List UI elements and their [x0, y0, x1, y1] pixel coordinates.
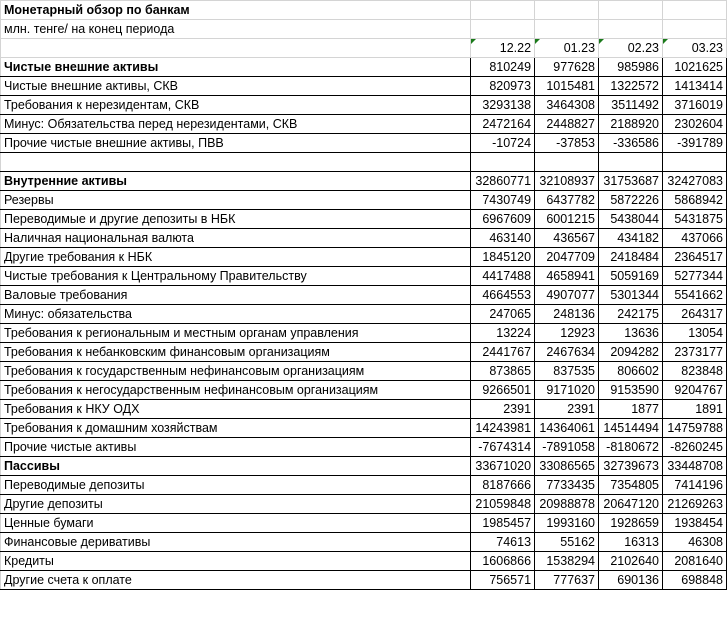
value-cell[interactable]: 4658941 [535, 267, 599, 286]
table-row [1, 267, 727, 286]
value-cell[interactable]: -10724 [471, 134, 535, 153]
value-cell[interactable]: 1538294 [535, 552, 599, 571]
table-row [1, 210, 727, 229]
period-label: 03.23 [691, 41, 723, 55]
table-row [1, 191, 727, 210]
value-cell[interactable]: 837535 [535, 362, 599, 381]
row-label[interactable]: Финансовые деривативы [1, 533, 471, 552]
value-cell[interactable]: 14759788 [663, 419, 727, 438]
value-cell[interactable]: 5868942 [663, 191, 727, 210]
value-cell[interactable]: 2448827 [535, 115, 599, 134]
value-cell[interactable]: -391789 [663, 134, 727, 153]
value-cell[interactable]: 1877 [599, 400, 663, 419]
table-row [1, 305, 727, 324]
value-cell[interactable]: 7354805 [599, 476, 663, 495]
period-header-cell[interactable] [663, 39, 727, 58]
value-cell[interactable]: 2047709 [535, 248, 599, 267]
value-cell[interactable]: 55162 [535, 533, 599, 552]
value-cell[interactable]: 1938454 [663, 514, 727, 533]
value-cell[interactable]: 9153590 [599, 381, 663, 400]
row-label[interactable]: Требования к домашним хозяйствам [1, 419, 471, 438]
row-label[interactable]: Наличная национальная валюта [1, 229, 471, 248]
value-cell[interactable]: 248136 [535, 305, 599, 324]
value-cell[interactable]: 873865 [471, 362, 535, 381]
row-label[interactable]: Валовые требования [1, 286, 471, 305]
value-cell[interactable]: 3464308 [535, 96, 599, 115]
value-cell[interactable]: -336586 [599, 134, 663, 153]
row-label[interactable] [1, 153, 471, 172]
value-cell[interactable]: 5872226 [599, 191, 663, 210]
value-cell[interactable]: 2467634 [535, 343, 599, 362]
value-cell[interactable]: 2391 [535, 400, 599, 419]
table-subtitle[interactable]: млн. тенге/ на конец периода [1, 20, 471, 39]
row-label[interactable]: Другие депозиты [1, 495, 471, 514]
value-cell[interactable]: 20647120 [599, 495, 663, 514]
value-cell[interactable]: 21059848 [471, 495, 535, 514]
table-row [1, 134, 727, 153]
period-header-cell[interactable] [535, 39, 599, 58]
row-label[interactable]: Прочие чистые активы [1, 438, 471, 457]
row-label[interactable]: Ценные бумаги [1, 514, 471, 533]
value-cell[interactable]: -8260245 [663, 438, 727, 457]
value-cell[interactable]: 3511492 [599, 96, 663, 115]
value-cell[interactable]: 14514494 [599, 419, 663, 438]
table-row [1, 381, 727, 400]
value-cell[interactable]: 7733435 [535, 476, 599, 495]
value-cell[interactable]: 33671020 [471, 457, 535, 476]
row-label[interactable]: Чистые внешние активы [1, 58, 471, 77]
period-header-cell[interactable] [599, 39, 663, 58]
value-cell[interactable]: 74613 [471, 533, 535, 552]
value-cell[interactable]: 434182 [599, 229, 663, 248]
value-cell[interactable]: 698848 [663, 571, 727, 590]
value-cell[interactable]: 810249 [471, 58, 535, 77]
value-cell[interactable]: 6437782 [535, 191, 599, 210]
table-title[interactable]: Монетарный обзор по банкам [1, 1, 471, 20]
table-row [1, 96, 727, 115]
value-cell[interactable]: 9204767 [663, 381, 727, 400]
empty-cell[interactable] [535, 1, 599, 20]
row-label[interactable]: Пассивы [1, 457, 471, 476]
value-cell[interactable]: 1322572 [599, 77, 663, 96]
value-cell[interactable]: -7891058 [535, 438, 599, 457]
value-cell[interactable]: 5438044 [599, 210, 663, 229]
number-stored-as-text-marker [599, 39, 604, 44]
value-cell[interactable]: 13636 [599, 324, 663, 343]
value-cell[interactable]: 32739673 [599, 457, 663, 476]
value-cell[interactable]: 2418484 [599, 248, 663, 267]
row-label[interactable]: Требования к негосударственным нефинансовым организациям [1, 381, 471, 400]
value-cell[interactable]: 2094282 [599, 343, 663, 362]
value-cell[interactable]: 9266501 [471, 381, 535, 400]
value-cell[interactable]: 1891 [663, 400, 727, 419]
value-cell[interactable]: 33448708 [663, 457, 727, 476]
value-cell[interactable]: 2373177 [663, 343, 727, 362]
table-row [1, 533, 727, 552]
value-cell[interactable]: 7430749 [471, 191, 535, 210]
value-cell[interactable]: 32427083 [663, 172, 727, 191]
empty-cell[interactable] [663, 20, 727, 39]
value-cell[interactable]: 1928659 [599, 514, 663, 533]
empty-cell[interactable] [663, 1, 727, 20]
value-cell[interactable] [663, 153, 727, 172]
value-cell[interactable]: 31753687 [599, 172, 663, 191]
value-cell[interactable]: 247065 [471, 305, 535, 324]
value-cell[interactable]: 6967609 [471, 210, 535, 229]
table-row [1, 343, 727, 362]
value-cell[interactable]: 806602 [599, 362, 663, 381]
row-label[interactable]: Другие счета к оплате [1, 571, 471, 590]
value-cell[interactable]: 463140 [471, 229, 535, 248]
table-row [1, 77, 727, 96]
title-row [1, 1, 727, 20]
value-cell[interactable]: 5059169 [599, 267, 663, 286]
value-cell[interactable]: 777637 [535, 571, 599, 590]
table-row [1, 495, 727, 514]
value-cell[interactable]: 14243981 [471, 419, 535, 438]
value-cell[interactable]: 3716019 [663, 96, 727, 115]
value-cell[interactable] [535, 153, 599, 172]
table-row [1, 457, 727, 476]
table-row [1, 438, 727, 457]
table-row [1, 400, 727, 419]
value-cell[interactable]: 13054 [663, 324, 727, 343]
value-cell[interactable]: 756571 [471, 571, 535, 590]
empty-cell[interactable] [471, 20, 535, 39]
value-cell[interactable]: 14364061 [535, 419, 599, 438]
row-label[interactable]: Требования к нерезидентам, СКВ [1, 96, 471, 115]
value-cell[interactable]: 5301344 [599, 286, 663, 305]
value-cell[interactable]: 2081640 [663, 552, 727, 571]
row-label[interactable]: Требования к государственным нефинансовым организациям [1, 362, 471, 381]
period-label: 02.23 [627, 41, 659, 55]
value-cell[interactable]: 12923 [535, 324, 599, 343]
row-label[interactable]: Чистые требования к Центральному Правительству [1, 267, 471, 286]
row-label[interactable]: Требования к региональным и местным органам управления [1, 324, 471, 343]
value-cell[interactable]: 1845120 [471, 248, 535, 267]
value-cell[interactable] [471, 153, 535, 172]
value-cell[interactable]: 437066 [663, 229, 727, 248]
value-cell[interactable]: 32108937 [535, 172, 599, 191]
row-label[interactable]: Другие требования к НБК [1, 248, 471, 267]
value-cell[interactable]: 16313 [599, 533, 663, 552]
value-cell[interactable]: 1606866 [471, 552, 535, 571]
value-cell[interactable]: -7674314 [471, 438, 535, 457]
period-label: 12.22 [499, 41, 532, 55]
value-cell[interactable]: 32860771 [471, 172, 535, 191]
value-cell[interactable]: 985986 [599, 58, 663, 77]
table-row [1, 115, 727, 134]
empty-cell[interactable] [1, 39, 471, 58]
table-row [1, 419, 727, 438]
table-row [1, 552, 727, 571]
row-label[interactable]: Переводимые депозиты [1, 476, 471, 495]
row-label[interactable]: Минус: обязательства [1, 305, 471, 324]
value-cell[interactable]: 1015481 [535, 77, 599, 96]
value-cell[interactable]: -37853 [535, 134, 599, 153]
value-cell[interactable]: 2472164 [471, 115, 535, 134]
number-stored-as-text-marker [471, 39, 476, 44]
value-cell[interactable]: 5277344 [663, 267, 727, 286]
value-cell[interactable]: 2391 [471, 400, 535, 419]
row-label[interactable]: Требования к НКУ ОДХ [1, 400, 471, 419]
value-cell[interactable]: 820973 [471, 77, 535, 96]
value-cell[interactable]: 1413414 [663, 77, 727, 96]
value-cell[interactable]: 20988878 [535, 495, 599, 514]
table-row [1, 153, 727, 172]
row-label[interactable]: Внутренние активы [1, 172, 471, 191]
row-label[interactable]: Чистые внешние активы, СКВ [1, 77, 471, 96]
empty-cell[interactable] [599, 20, 663, 39]
value-cell[interactable]: 9171020 [535, 381, 599, 400]
empty-cell[interactable] [471, 1, 535, 20]
row-label[interactable]: Прочие чистые внешние активы, ПВВ [1, 134, 471, 153]
value-cell[interactable]: 690136 [599, 571, 663, 590]
value-cell[interactable]: 242175 [599, 305, 663, 324]
table-row [1, 476, 727, 495]
table-row [1, 362, 727, 381]
value-cell[interactable]: 823848 [663, 362, 727, 381]
value-cell[interactable]: 7414196 [663, 476, 727, 495]
number-stored-as-text-marker [663, 39, 668, 44]
value-cell[interactable]: 1993160 [535, 514, 599, 533]
row-label[interactable]: Резервы [1, 191, 471, 210]
value-cell[interactable]: 2441767 [471, 343, 535, 362]
table-row [1, 172, 727, 191]
value-cell[interactable]: 13224 [471, 324, 535, 343]
value-cell[interactable]: 5431875 [663, 210, 727, 229]
row-label[interactable]: Минус: Обязательства перед нерезидентами, СКВ [1, 115, 471, 134]
value-cell[interactable]: 2102640 [599, 552, 663, 571]
table-row [1, 248, 727, 267]
table-row [1, 324, 727, 343]
value-cell[interactable]: 4907077 [535, 286, 599, 305]
row-label[interactable]: Переводимые и другие депозиты в НБК [1, 210, 471, 229]
number-stored-as-text-marker [535, 39, 540, 44]
value-cell[interactable]: -8180672 [599, 438, 663, 457]
value-cell[interactable]: 3293138 [471, 96, 535, 115]
value-cell[interactable]: 33086565 [535, 457, 599, 476]
value-cell[interactable]: 4417488 [471, 267, 535, 286]
table-row [1, 58, 727, 77]
subtitle-row [1, 20, 727, 39]
period-header-row [1, 39, 727, 58]
value-cell[interactable]: 2364517 [663, 248, 727, 267]
value-cell[interactable] [599, 153, 663, 172]
value-cell[interactable]: 2302604 [663, 115, 727, 134]
value-cell[interactable]: 4664553 [471, 286, 535, 305]
value-cell[interactable]: 8187666 [471, 476, 535, 495]
row-label[interactable]: Требования к небанковским финансовым организациям [1, 343, 471, 362]
value-cell[interactable]: 1021625 [663, 58, 727, 77]
empty-cell[interactable] [535, 20, 599, 39]
value-cell[interactable]: 1985457 [471, 514, 535, 533]
empty-cell[interactable] [599, 1, 663, 20]
value-cell[interactable]: 436567 [535, 229, 599, 248]
table-row [1, 286, 727, 305]
value-cell[interactable]: 46308 [663, 533, 727, 552]
value-cell[interactable]: 6001215 [535, 210, 599, 229]
row-label[interactable]: Кредиты [1, 552, 471, 571]
value-cell[interactable]: 264317 [663, 305, 727, 324]
value-cell[interactable]: 2188920 [599, 115, 663, 134]
value-cell[interactable]: 21269263 [663, 495, 727, 514]
period-label: 01.23 [563, 41, 596, 55]
period-header-cell[interactable] [471, 39, 535, 58]
value-cell[interactable]: 5541662 [663, 286, 727, 305]
value-cell[interactable]: 977628 [535, 58, 599, 77]
table-row [1, 571, 727, 590]
table-row [1, 514, 727, 533]
table-row [1, 229, 727, 248]
